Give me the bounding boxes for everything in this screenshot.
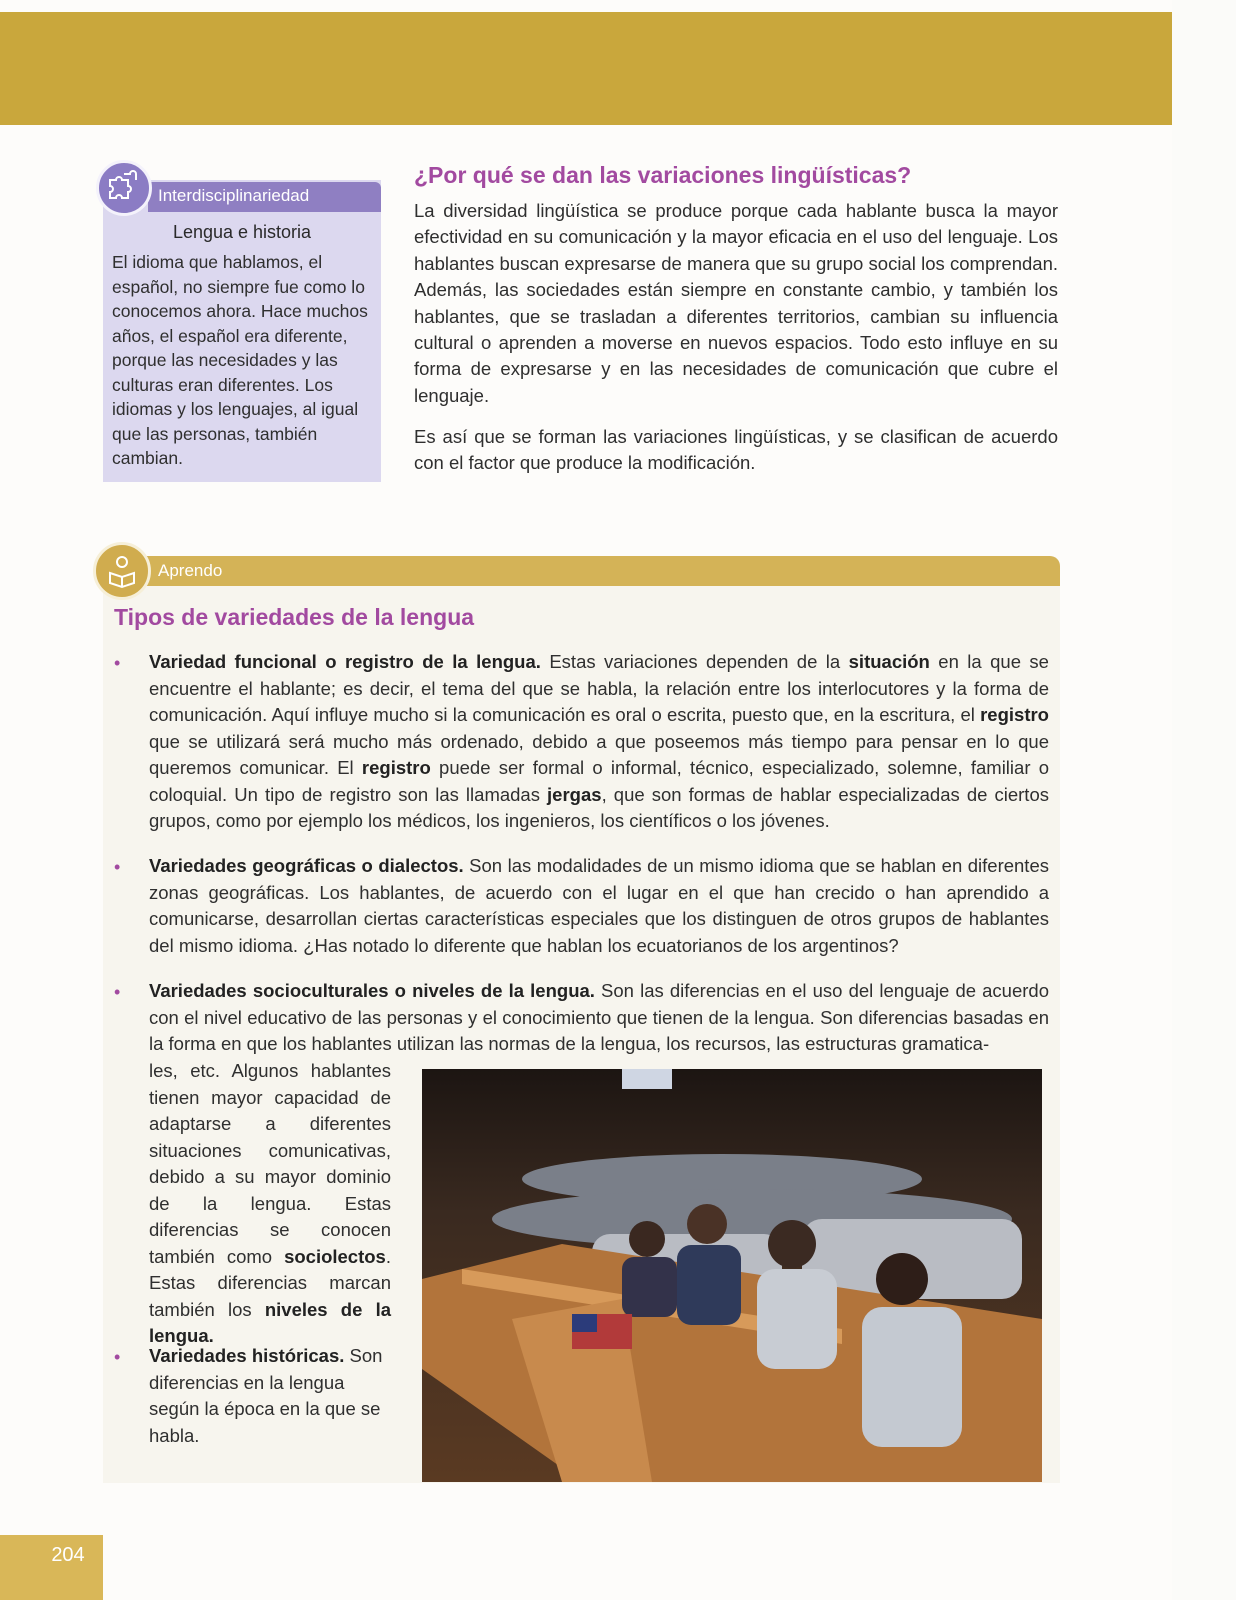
item-text: , que son formas de hablar especializadas de ciertos grupos, como por ejemplo los médicos, los ingenieros, los científicos o los jóvenes. [149, 783, 1049, 831]
item-text: puede ser formal o informal, técnico, especializado, solemne, familiar o coloquial. Un tipo de registro son las llamadas [149, 757, 1050, 805]
item-text: Son diferencias en la lengua según la época en la que se habla. [149, 1345, 383, 1446]
bullet: • [114, 1347, 121, 1367]
item-term: Variedades socioculturales o niveles de la lengua. [149, 980, 595, 1001]
aprendo-header [103, 556, 1060, 586]
interdisciplinary-label: Interdisciplinariedad [158, 186, 310, 205]
interdisciplinary-text: El idioma que hablamos, el español, no siempre fue como lo conocemos ahora. Hace muchos años, el español era diferente, porque las necesidades y las culturas eran diferentes. Los idiomas y los lenguajes, al igual que las personas, también cambian. [112, 252, 368, 468]
item-term: Variedad funcional o registro de la lengua. [149, 651, 541, 672]
page-edge [1172, 0, 1236, 1600]
bullet: • [114, 653, 121, 673]
interdisciplinary-subtitle: Lengua e historia [172, 222, 312, 242]
bold-term: niveles de la lengua. [149, 1298, 391, 1346]
list-item-continuation [149, 1058, 391, 1350]
bold-term: jergas [547, 783, 602, 805]
item-term: Variedades geográficas o dialectos. [149, 855, 464, 876]
bullet: • [114, 982, 121, 1002]
interdisciplinary-header [148, 182, 381, 212]
list-item [149, 1343, 391, 1449]
page-number: 204 [51, 1544, 85, 1566]
item-text: . Estas diferencias marcan también los [149, 1245, 391, 1320]
item-text: Son las diferencias en el uso del lenguaje de acuerdo con el nivel educativo de las personas y el conocimiento que tienen de la lengua. Son diferencias basadas en la forma en que los hablantes utilizan las normas de la lengua, los recursos, las estructuras gramatica- [149, 980, 1050, 1054]
classroom-photo [422, 1069, 1042, 1482]
paragraph: Es así que se forman las variaciones lingüísticas, y se clasifican de acuerdo con el factor que produce la modificación. [414, 426, 1058, 474]
bold-term: situación [848, 651, 930, 672]
item-text: les, etc. Algunos hablantes tienen mayor capacidad de adaptarse a diferentes situaciones comunicativas, debido a su mayor dominio de la lengua. Estas diferencias se conocen también como [149, 1060, 391, 1267]
header-band [0, 12, 1172, 125]
reader-icon [93, 542, 151, 600]
item-term: Variedades históricas. [149, 1345, 345, 1366]
aprendo-label: Aprendo [158, 561, 223, 580]
item-text: que se utilizará será mucho más ordenado, debido a que poseemos más tiempo para pensar en lo que queremos comunicar. El [149, 730, 1049, 778]
bullet: • [114, 857, 121, 877]
list-item [149, 853, 1049, 959]
list-item [149, 978, 1049, 1058]
list-item [149, 649, 1049, 835]
item-text: Son las modalidades de un mismo idioma que se hablan en diferentes zonas geográficas. Los hablantes, de acuerdo con el lugar en el que han crecido o han aprendido a comunicarse, desarrollan ciertas características especiales que los distinguen de otros grupos de hablantes del mismo idioma. ¿Has notado lo diferente que hablan los ecuatorianos de los argentinos? [149, 855, 1049, 956]
bold-term: registro [980, 704, 1049, 725]
section-title: ¿Por qué se dan las variaciones lingüísticas? [414, 162, 912, 188]
bold-term: sociolectos [284, 1245, 386, 1267]
bold-term: registro [361, 757, 431, 778]
item-text: Estas variaciones dependen de la [540, 651, 849, 672]
item-text: en la que se encuentre el hablante; es decir, el tema del que se habla, la relación entre los interlocutores y la forma de comunicación. Aquí influye mucho si la comunicación es oral o escrita, puesto que, en la escritura, el [149, 651, 1049, 725]
classroom-photo-illustration [422, 1069, 1042, 1482]
paragraph: La diversidad lingüística se produce porque cada hablante busca la mayor efectividad en su comunicación y la mayor eficacia en el uso del lenguaje. Los hablantes buscan expresarse de manera que su grupo social los comprendan. Además, las sociedades están siempre en constante cambio, y también los hablantes, que se trasladan a diferentes territorios, cambian su influencia cultural o aprenden a moverse en nuevos espacios. Todo esto influye en su forma de expresarse y en las necesidades de comunicación que cubre el lenguaje. [414, 200, 1058, 406]
section-title: Tipos de variedades de la lengua [114, 604, 475, 630]
puzzle-icon [96, 160, 152, 216]
